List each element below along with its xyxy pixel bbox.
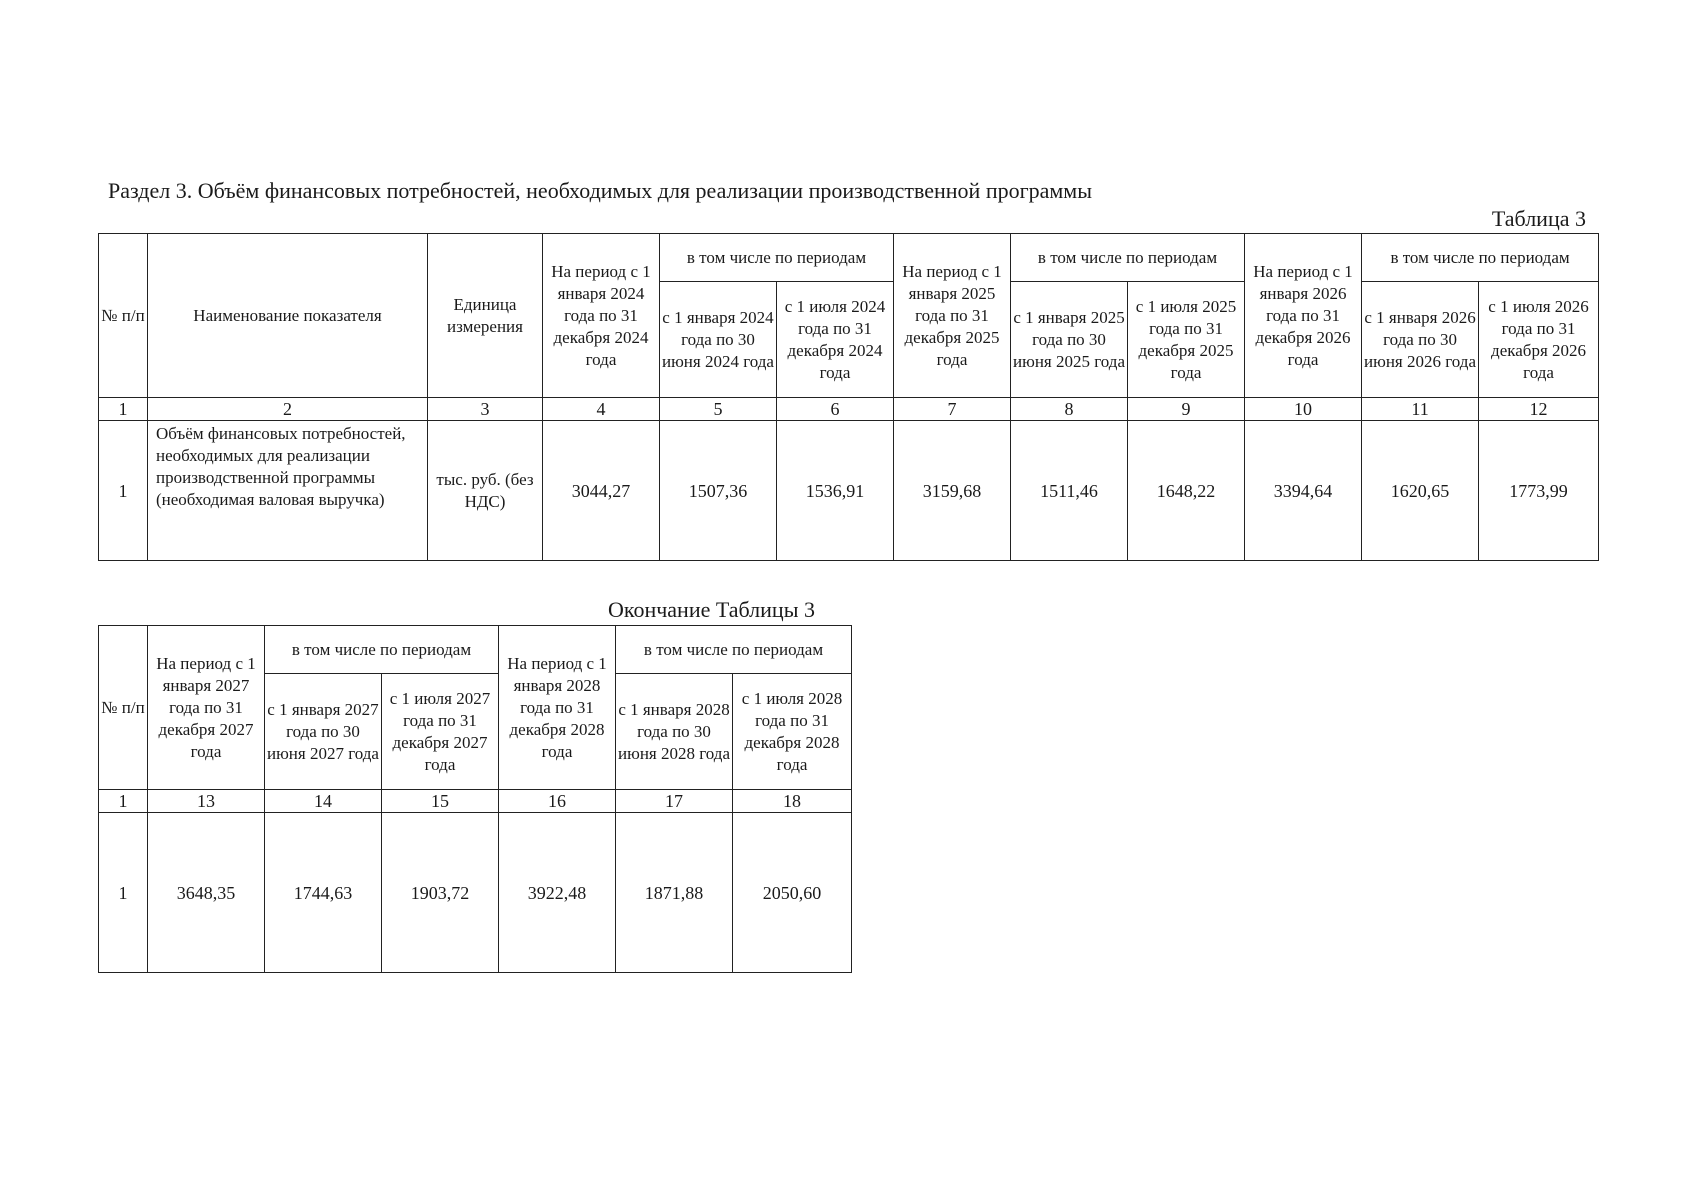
- value-cell: 3159,68: [894, 421, 1011, 561]
- header-name: Наименование показателя: [148, 234, 428, 398]
- header-2024-h1: с 1 января 2024 года по 30 июня 2024 года: [660, 282, 777, 398]
- value-cell: 1536,91: [777, 421, 894, 561]
- row-unit: тыс. руб. (без НДС): [428, 421, 543, 561]
- value-cell: 1511,46: [1011, 421, 1128, 561]
- header-num: № п/п: [99, 234, 148, 398]
- financial-needs-table-continuation: [98, 625, 852, 973]
- section-title: Раздел 3. Объём финансовых потребностей, необходимых для реализации производственной программы: [108, 178, 1093, 203]
- col-number: 5: [660, 398, 777, 421]
- value-cell: 1744,63: [265, 813, 382, 973]
- table-caption-continuation: Окончание Таблицы 3: [608, 597, 815, 622]
- header-2027-total: На период с 1 января 2027 года по 31 декабря 2027 года: [148, 626, 265, 790]
- col-number: 2: [148, 398, 428, 421]
- col-number: 10: [1245, 398, 1362, 421]
- col-number: 1: [99, 790, 148, 813]
- header-2027-h2: с 1 июля 2027 года по 31 декабря 2027 года: [382, 674, 499, 790]
- header-2026-incl: в том числе по периодам: [1362, 234, 1599, 282]
- header-2024-total: На период с 1 января 2024 года по 31 декабря 2024 года: [543, 234, 660, 398]
- col-number: 13: [148, 790, 265, 813]
- col-number: 4: [543, 398, 660, 421]
- col-number: 8: [1011, 398, 1128, 421]
- header-2025-total: На период с 1 января 2025 года по 31 декабря 2025 года: [894, 234, 1011, 398]
- col-number: 17: [616, 790, 733, 813]
- header-2024-h2: с 1 июля 2024 года по 31 декабря 2024 года: [777, 282, 894, 398]
- header-2026-h2: с 1 июля 2026 года по 31 декабря 2026 года: [1479, 282, 1599, 398]
- header-2026-h1: с 1 января 2026 года по 30 июня 2026 года: [1362, 282, 1479, 398]
- col-number: 14: [265, 790, 382, 813]
- value-cell: 3044,27: [543, 421, 660, 561]
- row-num: 1: [99, 421, 148, 561]
- value-cell: 1620,65: [1362, 421, 1479, 561]
- value-cell: 3922,48: [499, 813, 616, 973]
- value-cell: 1773,99: [1479, 421, 1599, 561]
- col-number: 1: [99, 398, 148, 421]
- col-number: 9: [1128, 398, 1245, 421]
- value-cell: 1903,72: [382, 813, 499, 973]
- header-2026-total: На период с 1 января 2026 года по 31 декабря 2026 года: [1245, 234, 1362, 398]
- header-2028-total: На период с 1 января 2028 года по 31 декабря 2028 года: [499, 626, 616, 790]
- header-2028-h1: с 1 января 2028 года по 30 июня 2028 года: [616, 674, 733, 790]
- value-cell: 1507,36: [660, 421, 777, 561]
- value-cell: 3648,35: [148, 813, 265, 973]
- table-caption: Таблица 3: [1491, 206, 1586, 231]
- header-2028-h2: с 1 июля 2028 года по 31 декабря 2028 года: [733, 674, 852, 790]
- col-number: 18: [733, 790, 852, 813]
- row-num: 1: [99, 813, 148, 973]
- col-number: 15: [382, 790, 499, 813]
- header-unit: Единица измерения: [428, 234, 543, 398]
- col-number: 6: [777, 398, 894, 421]
- col-number: 7: [894, 398, 1011, 421]
- table-row: [99, 421, 1599, 561]
- value-cell: 1871,88: [616, 813, 733, 973]
- col-number: 3: [428, 398, 543, 421]
- header-2027-h1: с 1 января 2027 года по 30 июня 2027 года: [265, 674, 382, 790]
- financial-needs-table: [98, 233, 1599, 561]
- table-row: [99, 813, 852, 973]
- header-num: № п/п: [99, 626, 148, 790]
- header-2028-incl: в том числе по периодам: [616, 626, 852, 674]
- value-cell: 2050,60: [733, 813, 852, 973]
- header-2025-incl: в том числе по периодам: [1011, 234, 1245, 282]
- header-2024-incl: в том числе по периодам: [660, 234, 894, 282]
- header-2027-incl: в том числе по периодам: [265, 626, 499, 674]
- value-cell: 1648,22: [1128, 421, 1245, 561]
- value-cell: 3394,64: [1245, 421, 1362, 561]
- header-2025-h1: с 1 января 2025 года по 30 июня 2025 года: [1011, 282, 1128, 398]
- col-number: 12: [1479, 398, 1599, 421]
- row-name: Объём финансовых потребностей, необходимых для реализации производственной программы (необходимая валовая выручка): [148, 421, 428, 561]
- col-number: 11: [1362, 398, 1479, 421]
- header-2025-h2: с 1 июля 2025 года по 31 декабря 2025 года: [1128, 282, 1245, 398]
- col-number: 16: [499, 790, 616, 813]
